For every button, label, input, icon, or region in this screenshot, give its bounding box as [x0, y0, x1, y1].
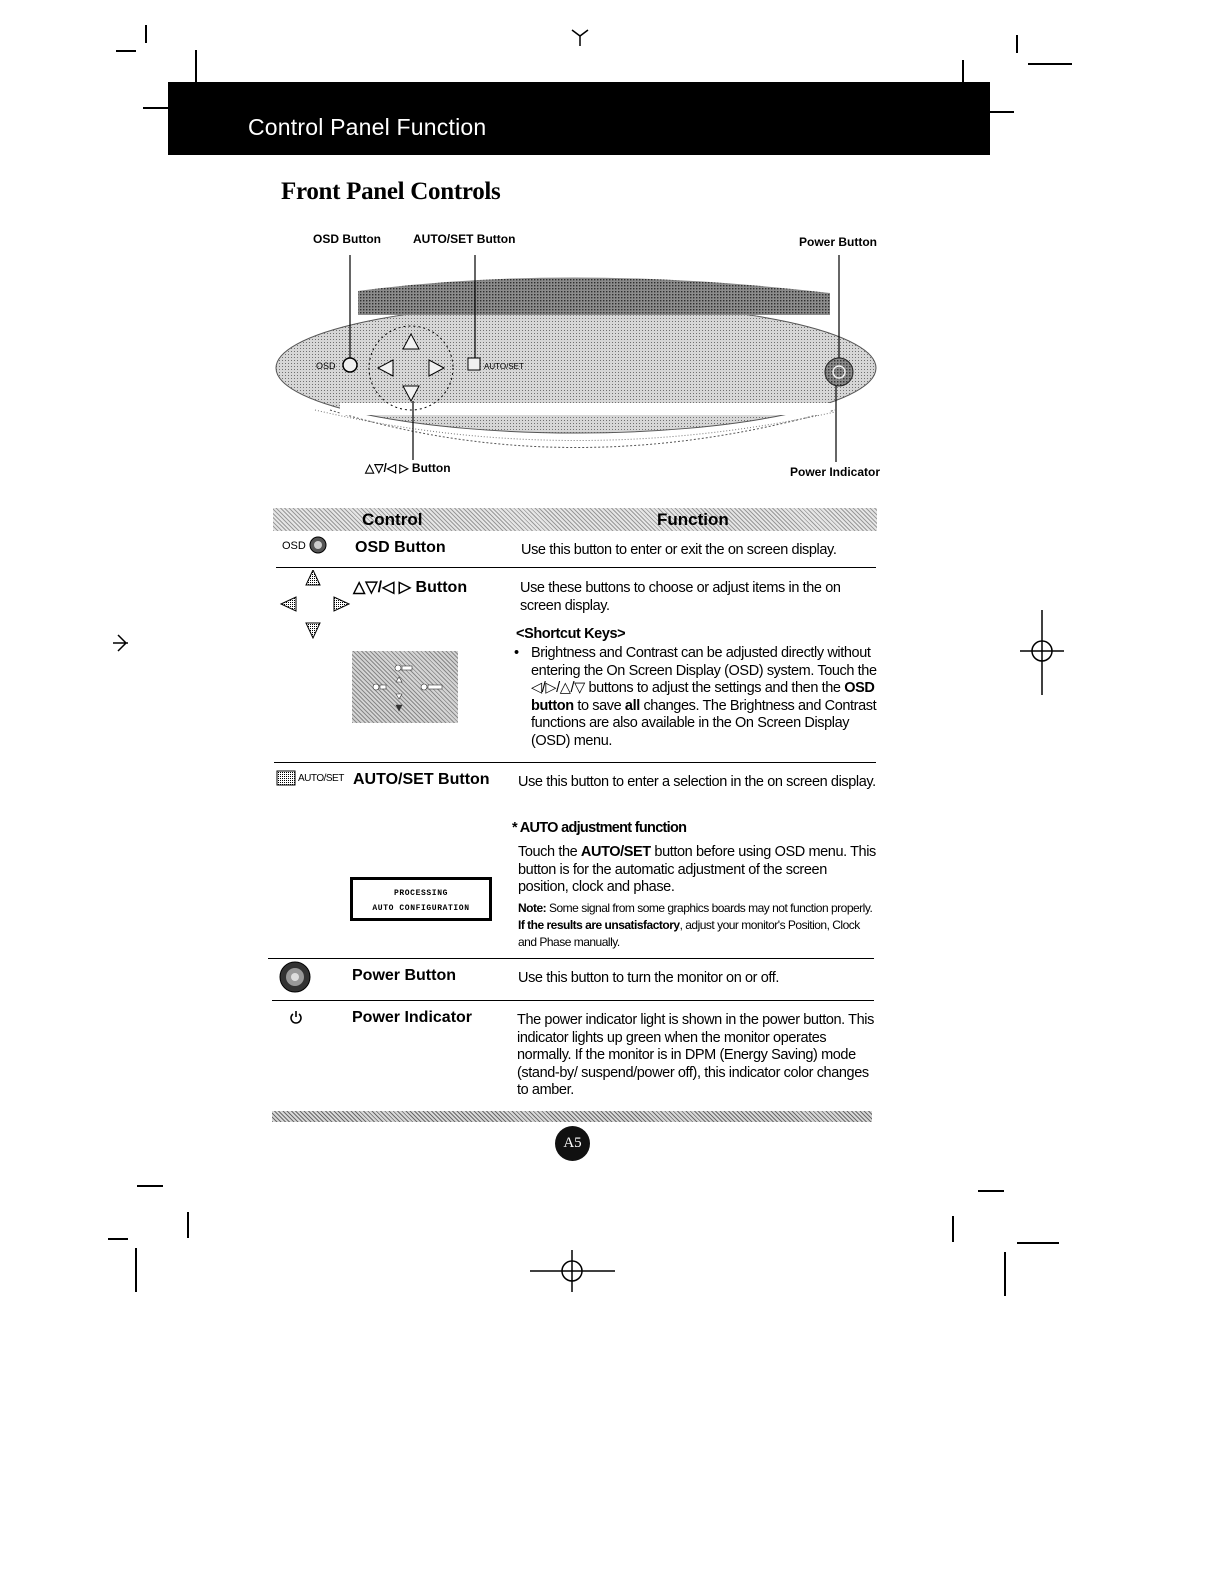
processing-message-box [350, 877, 492, 921]
power-button-icon [275, 960, 315, 994]
processing-line: PROCESSING [393, 889, 448, 898]
shortcut-keys-title: <Shortcut Keys> [516, 626, 626, 642]
shortcut-osd-thumbnail [352, 651, 458, 723]
auto-adjust-note: Note: Some signal from some graphics boards may not function properly. If the results are unsatisfactory, adjust your monitor's Position, Clock and Phase manually. [518, 901, 873, 949]
panel-auto-set-label: AUTO/SET [484, 362, 524, 371]
arrow-buttons-label: △▽/◁ ▷ Button [365, 461, 451, 475]
power-button-label: Power Button [799, 235, 877, 249]
shortcut-keys-description: Brightness and Contrast can be adjusted directly without entering the On Screen Display (OSD) system. Touch the ◁/▷/△/▽ buttons to adjust the settings and then the OSD button to save all changes. The Brightness and Contrast functions are also available in the On Screen Display (OSD) menu. [531, 645, 877, 749]
processing-line: AUTO CONFIGURATION [372, 904, 470, 913]
function-description: Use these buttons to choose or adjust items in the on screen display. [520, 580, 841, 614]
function-description: Use this button to enter a selection in the on screen display. [518, 774, 876, 790]
bezel-top-shadow [358, 277, 830, 315]
function-description: The power indicator light is shown in the power button. This indicator lights up green when the monitor operates normally. If the monitor is in DPM (Energy Saving) mode (stand-by/ suspend/power off), this indicator color changes to amber. [517, 1012, 874, 1098]
power-symbol-icon [289, 1010, 303, 1024]
panel-osd-label: OSD [316, 361, 336, 371]
column-header-control: Control [362, 510, 423, 529]
auto-set-icon [276, 770, 296, 786]
table-footer-bar [272, 1111, 872, 1122]
control-name: △▽/◁ ▷ Button [353, 579, 468, 596]
osd-button-icon [343, 358, 357, 372]
function-description: Use this button to enter or exit the on screen display. [521, 542, 837, 558]
function-description: Use this button to turn the monitor on or off. [518, 970, 780, 986]
page-header-title: Control Panel Function [248, 114, 487, 140]
power-button-icon [825, 358, 853, 386]
row-divider [276, 567, 876, 568]
power-indicator-label: Power Indicator [790, 465, 881, 479]
section-title: Front Panel Controls [281, 178, 501, 205]
control-name: Power Button [352, 967, 456, 984]
auto-set-icon-label: AUTO/SET [298, 773, 344, 784]
osd-icon-label: OSD [282, 540, 306, 552]
table-header [273, 508, 877, 531]
osd-button-icon [309, 536, 327, 554]
auto-set-button-icon [468, 358, 480, 370]
page-number: A5 [555, 1126, 590, 1161]
row-divider [274, 762, 876, 763]
row-divider [272, 1000, 874, 1001]
front-panel-diagram [270, 255, 890, 475]
control-name: Power Indicator [352, 1009, 473, 1026]
column-header-function: Function [657, 510, 729, 529]
control-name: OSD Button [355, 539, 446, 556]
auto-adjust-title: * AUTO adjustment function [512, 820, 687, 836]
row-divider [268, 958, 874, 959]
arrow-buttons-icon [278, 570, 354, 642]
auto-adjust-description: Touch the AUTO/SET button before using OSD menu. This button is for the automatic adjustment of the screen position, clock and phase. [518, 844, 876, 895]
osd-button-label: OSD Button [313, 232, 381, 246]
control-name: AUTO/SET Button [353, 771, 490, 788]
auto-set-button-label: AUTO/SET Button [413, 232, 516, 246]
bullet-icon: • [514, 645, 519, 661]
